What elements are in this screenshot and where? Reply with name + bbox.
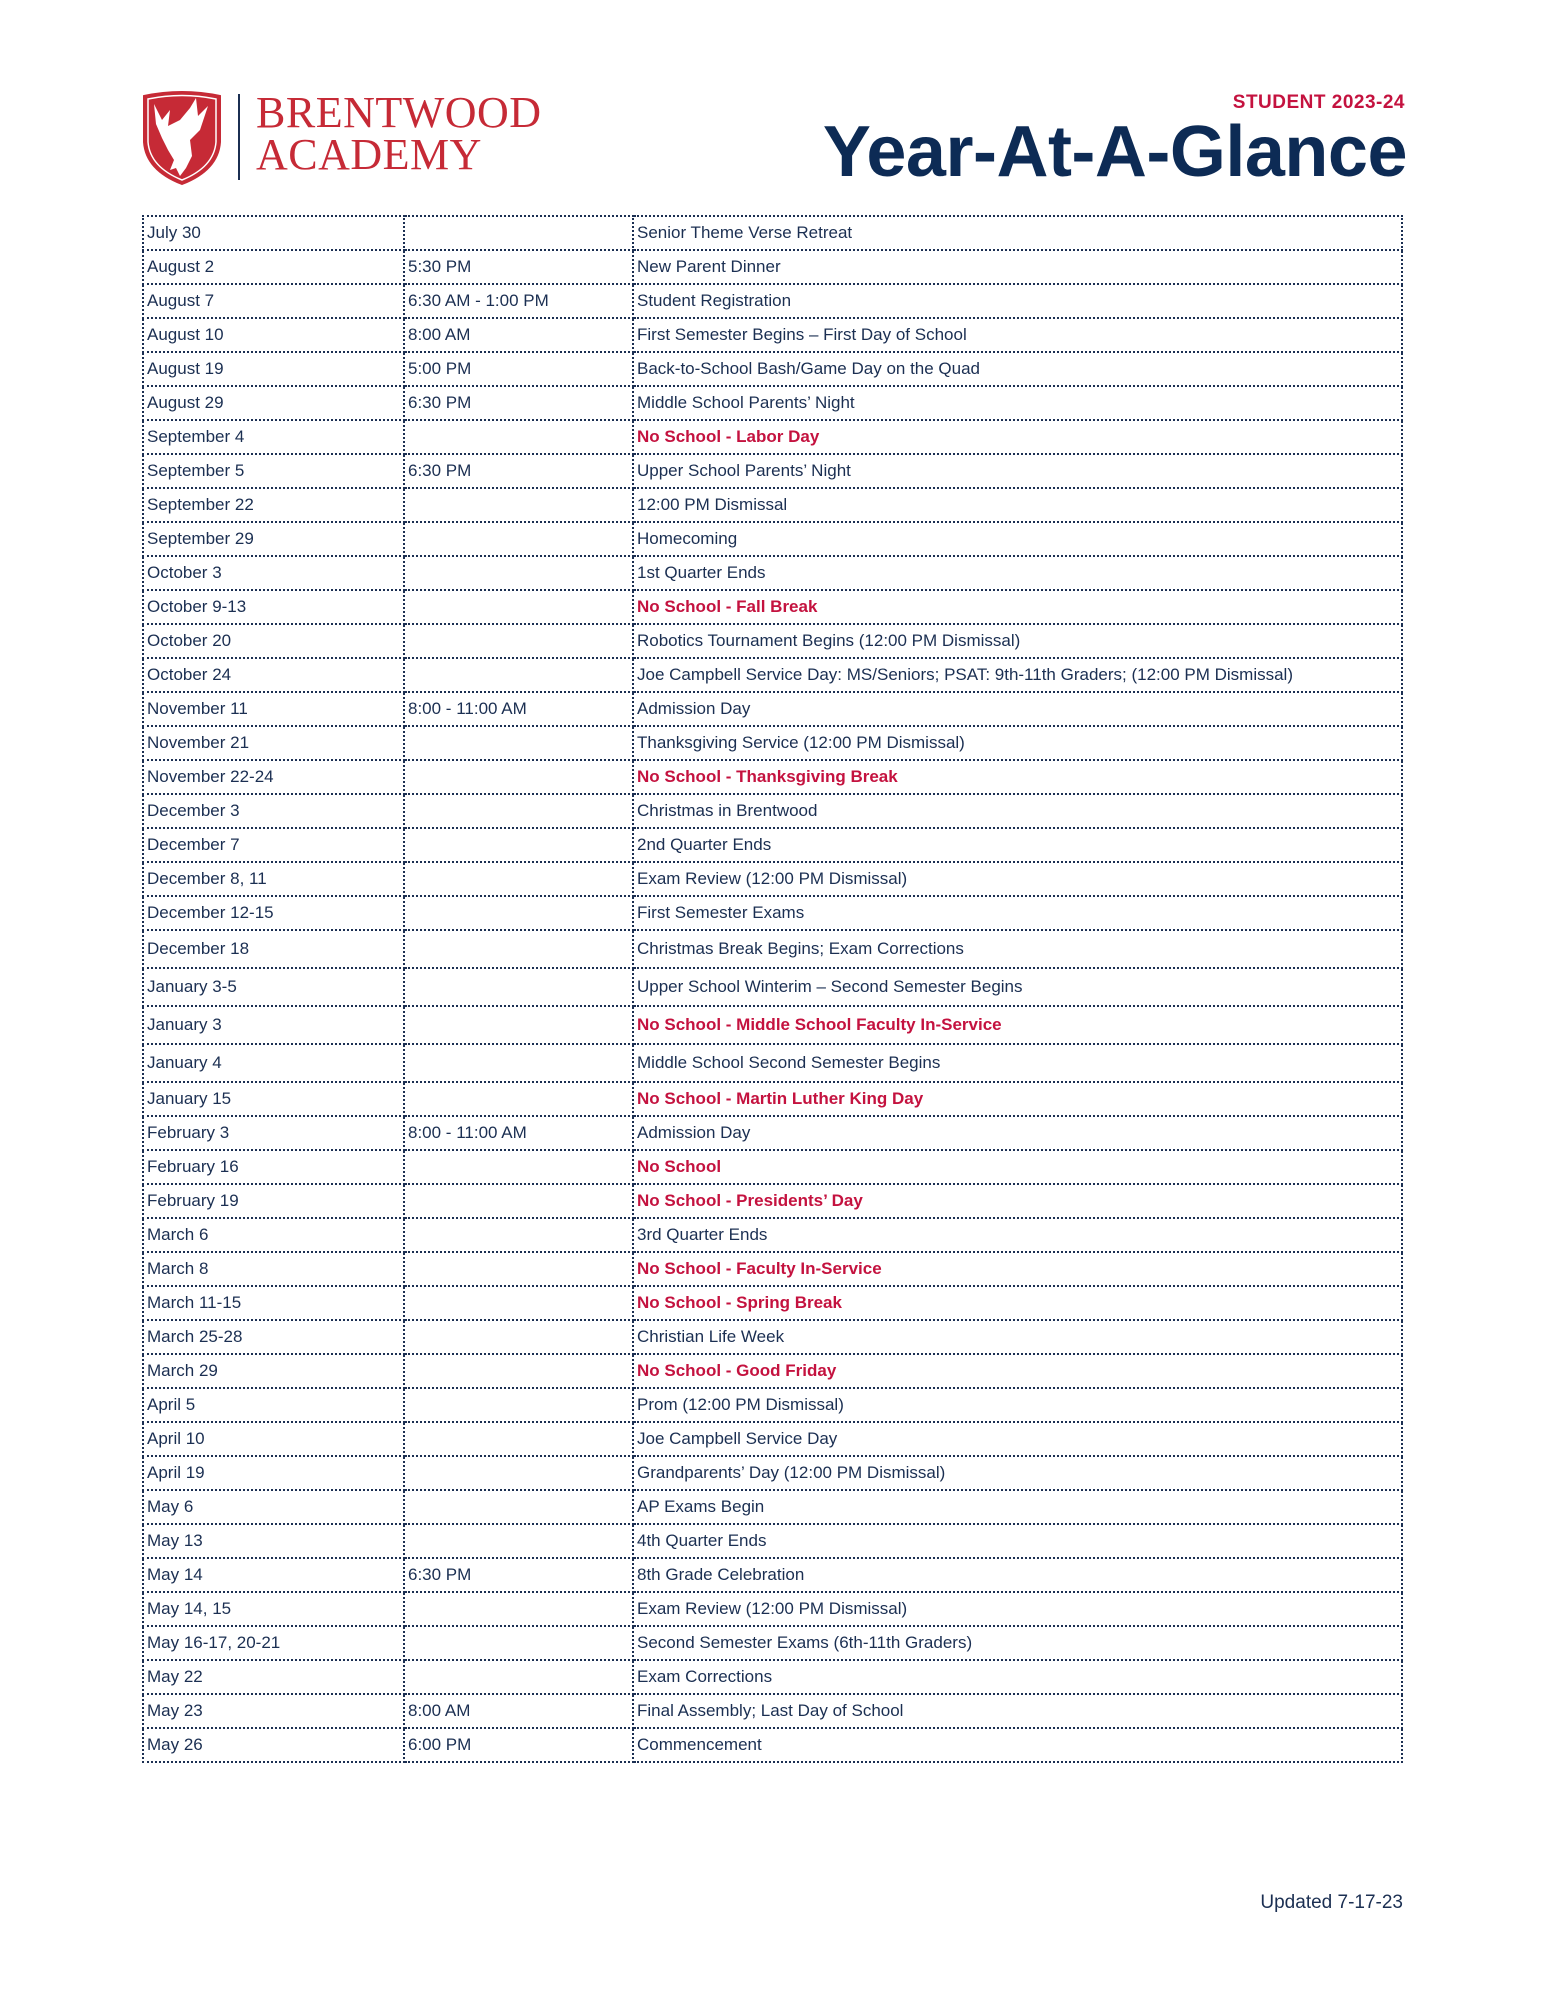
time-cell bbox=[404, 726, 633, 760]
event-cell: Exam Review (12:00 PM Dismissal) bbox=[633, 1592, 1402, 1626]
date-cell: October 3 bbox=[143, 556, 404, 590]
table-row bbox=[143, 1490, 1402, 1524]
date-cell: January 3 bbox=[143, 1006, 404, 1044]
table-row bbox=[143, 590, 1402, 624]
time-cell: 6:00 PM bbox=[404, 1728, 633, 1762]
date-cell: August 19 bbox=[143, 352, 404, 386]
event-cell: 8th Grade Celebration bbox=[633, 1558, 1402, 1592]
event-cell: 3rd Quarter Ends bbox=[633, 1218, 1402, 1252]
date-cell: December 8, 11 bbox=[143, 862, 404, 896]
date-cell: January 4 bbox=[143, 1044, 404, 1082]
updated-date: Updated 7-17-23 bbox=[1260, 1892, 1403, 1913]
date-cell: January 15 bbox=[143, 1082, 404, 1116]
time-cell: 8:00 - 11:00 AM bbox=[404, 692, 633, 726]
time-cell bbox=[404, 1354, 633, 1388]
time-cell bbox=[404, 624, 633, 658]
document-subtitle: STUDENT 2023-24 bbox=[1232, 92, 1405, 113]
date-cell: October 24 bbox=[143, 658, 404, 692]
event-cell: Middle School Second Semester Begins bbox=[633, 1044, 1402, 1082]
table-row bbox=[143, 556, 1402, 590]
table-row bbox=[143, 1252, 1402, 1286]
time-cell: 8:00 AM bbox=[404, 1694, 633, 1728]
table-row bbox=[143, 284, 1402, 318]
calendar-table bbox=[142, 215, 1403, 1763]
date-cell: May 23 bbox=[143, 1694, 404, 1728]
date-cell: February 16 bbox=[143, 1150, 404, 1184]
time-cell: 6:30 PM bbox=[404, 386, 633, 420]
time-cell bbox=[404, 1218, 633, 1252]
date-cell: December 18 bbox=[143, 930, 404, 968]
event-cell: No School - Martin Luther King Day bbox=[633, 1082, 1402, 1116]
date-cell: May 14 bbox=[143, 1558, 404, 1592]
event-cell: Upper School Winterim – Second Semester Begins bbox=[633, 968, 1402, 1006]
time-cell bbox=[404, 760, 633, 794]
date-cell: May 22 bbox=[143, 1660, 404, 1694]
date-cell: August 10 bbox=[143, 318, 404, 352]
time-cell bbox=[404, 1456, 633, 1490]
time-cell: 8:00 AM bbox=[404, 318, 633, 352]
table-row bbox=[143, 930, 1402, 968]
event-cell: 2nd Quarter Ends bbox=[633, 828, 1402, 862]
table-row bbox=[143, 1524, 1402, 1558]
date-cell: February 19 bbox=[143, 1184, 404, 1218]
date-cell: February 3 bbox=[143, 1116, 404, 1150]
event-cell: No School - Thanksgiving Break bbox=[633, 760, 1402, 794]
date-cell: March 6 bbox=[143, 1218, 404, 1252]
date-cell: May 6 bbox=[143, 1490, 404, 1524]
time-cell bbox=[404, 522, 633, 556]
time-cell bbox=[404, 930, 633, 968]
event-cell: Grandparents’ Day (12:00 PM Dismissal) bbox=[633, 1456, 1402, 1490]
table-row bbox=[143, 1354, 1402, 1388]
event-cell: No School - Presidents’ Day bbox=[633, 1184, 1402, 1218]
event-cell: First Semester Exams bbox=[633, 896, 1402, 930]
table-row bbox=[143, 1456, 1402, 1490]
time-cell bbox=[404, 828, 633, 862]
table-row bbox=[143, 352, 1402, 386]
time-cell bbox=[404, 1626, 633, 1660]
time-cell: 6:30 PM bbox=[404, 1558, 633, 1592]
table-row bbox=[143, 1184, 1402, 1218]
time-cell bbox=[404, 1592, 633, 1626]
time-cell bbox=[404, 1286, 633, 1320]
time-cell bbox=[404, 216, 633, 250]
table-row bbox=[143, 1044, 1402, 1082]
event-cell: Upper School Parents’ Night bbox=[633, 454, 1402, 488]
table-row bbox=[143, 896, 1402, 930]
event-cell: Commencement bbox=[633, 1728, 1402, 1762]
table-row bbox=[143, 1728, 1402, 1762]
event-cell: Exam Review (12:00 PM Dismissal) bbox=[633, 862, 1402, 896]
event-cell: Senior Theme Verse Retreat bbox=[633, 216, 1402, 250]
event-cell: Robotics Tournament Begins (12:00 PM Dismissal) bbox=[633, 624, 1402, 658]
table-row bbox=[143, 1286, 1402, 1320]
date-cell: August 7 bbox=[143, 284, 404, 318]
table-row bbox=[143, 318, 1402, 352]
date-cell: December 12-15 bbox=[143, 896, 404, 930]
table-row bbox=[143, 624, 1402, 658]
date-cell: April 5 bbox=[143, 1388, 404, 1422]
time-cell bbox=[404, 1422, 633, 1456]
table-row bbox=[143, 250, 1402, 284]
time-cell bbox=[404, 1660, 633, 1694]
time-cell bbox=[404, 1150, 633, 1184]
event-cell: Admission Day bbox=[633, 692, 1402, 726]
time-cell bbox=[404, 1044, 633, 1082]
table-row bbox=[143, 1694, 1402, 1728]
event-cell: Joe Campbell Service Day: MS/Seniors; PSAT: 9th-11th Graders; (12:00 PM Dismissal) bbox=[633, 658, 1402, 692]
date-cell: March 29 bbox=[143, 1354, 404, 1388]
table-row bbox=[143, 1660, 1402, 1694]
time-cell bbox=[404, 896, 633, 930]
event-cell: Middle School Parents’ Night bbox=[633, 386, 1402, 420]
date-cell: May 26 bbox=[143, 1728, 404, 1762]
time-cell bbox=[404, 590, 633, 624]
event-cell: New Parent Dinner bbox=[633, 250, 1402, 284]
event-cell: First Semester Begins – First Day of School bbox=[633, 318, 1402, 352]
table-row bbox=[143, 216, 1402, 250]
time-cell bbox=[404, 1184, 633, 1218]
event-cell: No School - Labor Day bbox=[633, 420, 1402, 454]
event-cell: Christian Life Week bbox=[633, 1320, 1402, 1354]
event-cell: Homecoming bbox=[633, 522, 1402, 556]
event-cell: No School - Middle School Faculty In-Service bbox=[633, 1006, 1402, 1044]
time-cell bbox=[404, 556, 633, 590]
date-cell: November 21 bbox=[143, 726, 404, 760]
time-cell bbox=[404, 968, 633, 1006]
date-cell: March 8 bbox=[143, 1252, 404, 1286]
table-row bbox=[143, 1388, 1402, 1422]
table-row bbox=[143, 1150, 1402, 1184]
event-cell: Admission Day bbox=[633, 1116, 1402, 1150]
calendar-table-body bbox=[143, 216, 1402, 1762]
table-row bbox=[143, 1558, 1402, 1592]
table-row bbox=[143, 386, 1402, 420]
time-cell bbox=[404, 420, 633, 454]
time-cell bbox=[404, 1082, 633, 1116]
date-cell: March 11-15 bbox=[143, 1286, 404, 1320]
date-cell: October 9-13 bbox=[143, 590, 404, 624]
event-cell: Thanksgiving Service (12:00 PM Dismissal) bbox=[633, 726, 1402, 760]
table-row bbox=[143, 488, 1402, 522]
logo-divider bbox=[238, 94, 240, 180]
date-cell: September 5 bbox=[143, 454, 404, 488]
date-cell: May 13 bbox=[143, 1524, 404, 1558]
time-cell: 6:30 AM - 1:00 PM bbox=[404, 284, 633, 318]
table-row bbox=[143, 760, 1402, 794]
date-cell: September 4 bbox=[143, 420, 404, 454]
time-cell bbox=[404, 862, 633, 896]
time-cell: 5:00 PM bbox=[404, 352, 633, 386]
table-row bbox=[143, 968, 1402, 1006]
document-title: Year-At-A-Glance bbox=[822, 112, 1407, 192]
event-cell: Christmas Break Begins; Exam Corrections bbox=[633, 930, 1402, 968]
date-cell: November 22-24 bbox=[143, 760, 404, 794]
eagle-shield-icon bbox=[140, 90, 224, 186]
time-cell bbox=[404, 1320, 633, 1354]
table-row bbox=[143, 1218, 1402, 1252]
school-name bbox=[256, 88, 542, 179]
date-cell: April 19 bbox=[143, 1456, 404, 1490]
event-cell: AP Exams Begin bbox=[633, 1490, 1402, 1524]
event-cell: No School - Faculty In-Service bbox=[633, 1252, 1402, 1286]
table-row bbox=[143, 522, 1402, 556]
time-cell bbox=[404, 1252, 633, 1286]
time-cell bbox=[404, 794, 633, 828]
event-cell: No School - Fall Break bbox=[633, 590, 1402, 624]
date-cell: September 29 bbox=[143, 522, 404, 556]
event-cell: Final Assembly; Last Day of School bbox=[633, 1694, 1402, 1728]
school-name-line2: ACADEMY bbox=[256, 130, 482, 179]
event-cell: 4th Quarter Ends bbox=[633, 1524, 1402, 1558]
time-cell bbox=[404, 1388, 633, 1422]
table-row bbox=[143, 692, 1402, 726]
date-cell: December 7 bbox=[143, 828, 404, 862]
table-row bbox=[143, 828, 1402, 862]
table-row bbox=[143, 862, 1402, 896]
date-cell: November 11 bbox=[143, 692, 404, 726]
school-name-line1: BRENTWOOD bbox=[256, 88, 542, 137]
date-cell: August 29 bbox=[143, 386, 404, 420]
date-cell: May 14, 15 bbox=[143, 1592, 404, 1626]
table-row bbox=[143, 658, 1402, 692]
table-row bbox=[143, 1592, 1402, 1626]
event-cell: Second Semester Exams (6th-11th Graders) bbox=[633, 1626, 1402, 1660]
event-cell: 1st Quarter Ends bbox=[633, 556, 1402, 590]
event-cell: Christmas in Brentwood bbox=[633, 794, 1402, 828]
event-cell: No School bbox=[633, 1150, 1402, 1184]
date-cell: April 10 bbox=[143, 1422, 404, 1456]
date-cell: December 3 bbox=[143, 794, 404, 828]
time-cell bbox=[404, 658, 633, 692]
table-row bbox=[143, 1082, 1402, 1116]
table-row bbox=[143, 454, 1402, 488]
event-cell: No School - Good Friday bbox=[633, 1354, 1402, 1388]
date-cell: May 16-17, 20-21 bbox=[143, 1626, 404, 1660]
table-row bbox=[143, 726, 1402, 760]
event-cell: Student Registration bbox=[633, 284, 1402, 318]
date-cell: March 25-28 bbox=[143, 1320, 404, 1354]
date-cell: August 2 bbox=[143, 250, 404, 284]
table-row bbox=[143, 420, 1402, 454]
table-row bbox=[143, 1320, 1402, 1354]
event-cell: No School - Spring Break bbox=[633, 1286, 1402, 1320]
event-cell: Prom (12:00 PM Dismissal) bbox=[633, 1388, 1402, 1422]
time-cell bbox=[404, 1490, 633, 1524]
event-cell: Exam Corrections bbox=[633, 1660, 1402, 1694]
date-cell: January 3-5 bbox=[143, 968, 404, 1006]
table-row bbox=[143, 1116, 1402, 1150]
table-row bbox=[143, 1422, 1402, 1456]
date-cell: September 22 bbox=[143, 488, 404, 522]
table-row bbox=[143, 1626, 1402, 1660]
event-cell: Joe Campbell Service Day bbox=[633, 1422, 1402, 1456]
time-cell bbox=[404, 1006, 633, 1044]
time-cell bbox=[404, 488, 633, 522]
event-cell: 12:00 PM Dismissal bbox=[633, 488, 1402, 522]
time-cell bbox=[404, 1524, 633, 1558]
time-cell: 6:30 PM bbox=[404, 454, 633, 488]
time-cell: 8:00 - 11:00 AM bbox=[404, 1116, 633, 1150]
event-cell: Back-to-School Bash/Game Day on the Quad bbox=[633, 352, 1402, 386]
date-cell: July 30 bbox=[143, 216, 404, 250]
table-row bbox=[143, 1006, 1402, 1044]
school-logo bbox=[140, 90, 580, 186]
time-cell: 5:30 PM bbox=[404, 250, 633, 284]
date-cell: October 20 bbox=[143, 624, 404, 658]
table-row bbox=[143, 794, 1402, 828]
